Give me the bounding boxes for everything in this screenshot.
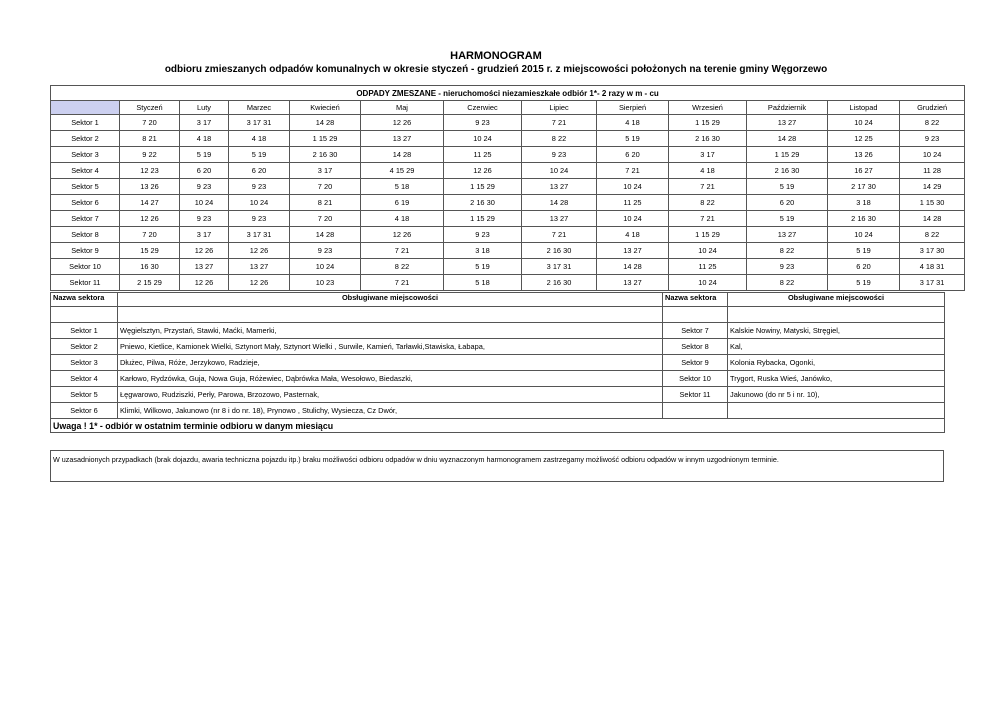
- pickup-days-cell: 6 20: [597, 147, 669, 163]
- pickup-days-cell: 14 28: [597, 259, 669, 275]
- pickup-days-cell: 9 23: [229, 211, 290, 227]
- sector-places: Jakunowo (do nr 5 i nr. 10),: [728, 387, 945, 403]
- pickup-days-cell: 5 19: [597, 131, 669, 147]
- page-title: HARMONOGRAM: [450, 50, 542, 62]
- pickup-days-cell: 4 18: [361, 211, 444, 227]
- pickup-days-cell: 13 27: [361, 131, 444, 147]
- pickup-days-cell: 4 18: [229, 131, 290, 147]
- pickup-days-cell: 12 25: [828, 131, 900, 147]
- sector-label: Sektor 6: [51, 195, 120, 211]
- sector-label: Sektor 11: [51, 275, 120, 291]
- pickup-days-cell: 2 16 30: [444, 195, 522, 211]
- pickup-days-cell: 8 22: [900, 227, 965, 243]
- pickup-days-cell: 7 21: [361, 243, 444, 259]
- pickup-days-cell: 8 21: [120, 131, 180, 147]
- schedule-row: [51, 227, 965, 243]
- schedule-row: [51, 131, 965, 147]
- pickup-days-cell: 3 17: [180, 227, 229, 243]
- pickup-days-cell: 10 24: [522, 163, 597, 179]
- sector-name: Sektor 11: [663, 387, 728, 403]
- pickup-days-cell: 2 17 30: [828, 179, 900, 195]
- schedule-row: [51, 179, 965, 195]
- pickup-days-cell: 1 15 29: [669, 227, 747, 243]
- pickup-days-cell: 5 19: [747, 179, 828, 195]
- schedule-row: [51, 259, 965, 275]
- pickup-days-cell: 4 18: [597, 227, 669, 243]
- pickup-days-cell: 5 19: [828, 275, 900, 291]
- pickup-days-cell: 1 15 29: [290, 131, 361, 147]
- pickup-days-cell: 9 23: [180, 179, 229, 195]
- pickup-days-cell: 7 20: [120, 227, 180, 243]
- pickup-days-cell: 14 28: [290, 115, 361, 131]
- month-header: Styczeń: [120, 101, 180, 115]
- sector-name: [663, 403, 728, 419]
- sectors-body: [51, 323, 945, 419]
- pickup-days-cell: 12 26: [120, 211, 180, 227]
- pickup-days-cell: 12 26: [180, 275, 229, 291]
- pickup-days-cell: 3 18: [828, 195, 900, 211]
- pickup-days-cell: 13 27: [597, 243, 669, 259]
- sector-places: Dłużec, Pilwa, Róże, Jerzykowo, Radzieje,: [118, 355, 663, 371]
- pickup-days-cell: 11 25: [669, 259, 747, 275]
- sector-places: Kolonia Rybacka, Ogonki,: [728, 355, 945, 371]
- pickup-days-cell: 7 21: [597, 163, 669, 179]
- pickup-days-cell: 12 23: [120, 163, 180, 179]
- month-header: Marzec: [229, 101, 290, 115]
- pickup-days-cell: 10 24: [597, 179, 669, 195]
- schedule-row: [51, 195, 965, 211]
- pickup-days-cell: 13 27: [747, 227, 828, 243]
- pickup-days-cell: 2 16 30: [669, 131, 747, 147]
- sector-row: [51, 387, 945, 403]
- pickup-days-cell: 4 18: [597, 115, 669, 131]
- sector-places: Kalskie Nowiny, Matyski, Stręgiel,: [728, 323, 945, 339]
- pickup-days-cell: 11 25: [597, 195, 669, 211]
- pickup-days-cell: 9 23: [900, 131, 965, 147]
- pickup-days-cell: 2 16 30: [747, 163, 828, 179]
- pickup-days-cell: 3 17: [290, 163, 361, 179]
- sector-name: Sektor 1: [51, 323, 118, 339]
- corner-cell: [51, 101, 120, 115]
- pickup-days-cell: 16 30: [120, 259, 180, 275]
- sector-label: Sektor 2: [51, 131, 120, 147]
- sector-places: Trygort, Ruska Wieś, Janówko,: [728, 371, 945, 387]
- pickup-days-cell: 1 15 30: [900, 195, 965, 211]
- pickup-days-cell: 13 26: [120, 179, 180, 195]
- spacer-row: [51, 307, 945, 323]
- footer-note: W uzasadnionych przypadkach (brak dojazdu, awaria techniczna pojazdu itp.) braku możliwości odbioru odpadów w dniu wyznaczonym harmonogramem zastrzegamy możliwość odbioru odpadów w innym uzgodnionym terminie.: [50, 450, 944, 482]
- sector-name: Sektor 8: [663, 339, 728, 355]
- places-header-left: Obsługiwane miejscowości: [118, 293, 663, 307]
- sector-label: Sektor 5: [51, 179, 120, 195]
- sector-name-header-right: Nazwa sektora: [663, 293, 728, 307]
- schedule-table: [50, 85, 965, 291]
- pickup-days-cell: 10 24: [290, 259, 361, 275]
- pickup-days-cell: 7 20: [290, 179, 361, 195]
- pickup-days-cell: 8 22: [522, 131, 597, 147]
- page-subtitle: odbioru zmieszanych odpadów komunalnych w okresie styczeń - grudzień 2015 r. z miejscowości położonych na terenie gminy Węgorzewo: [164, 64, 828, 75]
- pickup-days-cell: 13 27: [747, 115, 828, 131]
- sector-name: Sektor 3: [51, 355, 118, 371]
- pickup-days-cell: 5 19: [229, 147, 290, 163]
- pickup-days-cell: 14 27: [120, 195, 180, 211]
- month-header-row: [51, 101, 965, 115]
- pickup-days-cell: 7 20: [120, 115, 180, 131]
- places-header-right: Obsługiwane miejscowości: [728, 293, 945, 307]
- pickup-days-cell: 14 28: [290, 227, 361, 243]
- sector-row: [51, 323, 945, 339]
- sector-places: Pniewo, Kietlice, Kamionek Wielki, Sztynort Mały, Sztynort Wielki , Surwile, Kamień, Tarławki,Stawiska, Łabapa,: [118, 339, 663, 355]
- pickup-days-cell: 3 17: [180, 115, 229, 131]
- pickup-days-cell: 14 28: [747, 131, 828, 147]
- sector-places: Węgielsztyn, Przystań, Stawki, Maćki, Mamerki,: [118, 323, 663, 339]
- pickup-days-cell: 10 24: [180, 195, 229, 211]
- sector-label: Sektor 7: [51, 211, 120, 227]
- sector-row: [51, 403, 945, 419]
- month-header: Wrzesień: [669, 101, 747, 115]
- pickup-days-cell: 8 22: [747, 243, 828, 259]
- month-header: Maj: [361, 101, 444, 115]
- pickup-days-cell: 11 28: [900, 163, 965, 179]
- sector-row: [51, 371, 945, 387]
- schedule-body: [51, 115, 965, 291]
- pickup-days-cell: 12 26: [229, 243, 290, 259]
- sector-name: Sektor 4: [51, 371, 118, 387]
- sector-name: Sektor 5: [51, 387, 118, 403]
- schedule-section-title: ODPADY ZMESZANE - nieruchomości niezamieszkałe odbiór 1*- 2 razy w m - cu: [51, 86, 965, 101]
- schedule-row: [51, 115, 965, 131]
- pickup-days-cell: 9 23: [444, 115, 522, 131]
- pickup-days-cell: 7 21: [361, 275, 444, 291]
- pickup-days-cell: 8 21: [290, 195, 361, 211]
- sector-name: Sektor 6: [51, 403, 118, 419]
- pickup-days-cell: 5 18: [444, 275, 522, 291]
- schedule-row: [51, 147, 965, 163]
- pickup-days-cell: 6 19: [361, 195, 444, 211]
- sector-label: Sektor 8: [51, 227, 120, 243]
- pickup-days-cell: 3 18: [444, 243, 522, 259]
- sector-label: Sektor 10: [51, 259, 120, 275]
- month-header: Listopad: [828, 101, 900, 115]
- schedule-row: [51, 275, 965, 291]
- pickup-days-cell: 10 24: [828, 227, 900, 243]
- sector-places: Kal,: [728, 339, 945, 355]
- pickup-days-cell: 5 19: [828, 243, 900, 259]
- pickup-days-cell: 3 17 31: [229, 115, 290, 131]
- pickup-days-cell: 7 20: [290, 211, 361, 227]
- pickup-days-cell: 9 23: [180, 211, 229, 227]
- sector-places: Łęgwarowo, Rudziszki, Perły, Parowa, Brzozowo, Pasternak,: [118, 387, 663, 403]
- pickup-days-cell: 2 16 30: [828, 211, 900, 227]
- pickup-days-cell: 3 17 31: [229, 227, 290, 243]
- pickup-days-cell: 3 17: [669, 147, 747, 163]
- pickup-days-cell: 8 22: [361, 259, 444, 275]
- month-header: Czerwiec: [444, 101, 522, 115]
- pickup-days-cell: 7 21: [669, 179, 747, 195]
- pickup-days-cell: 1 15 29: [669, 115, 747, 131]
- pickup-days-cell: 12 26: [180, 243, 229, 259]
- pickup-days-cell: 8 22: [900, 115, 965, 131]
- pickup-days-cell: 6 20: [828, 259, 900, 275]
- month-header: Październik: [747, 101, 828, 115]
- schedule-row: [51, 243, 965, 259]
- pickup-days-cell: 13 27: [180, 259, 229, 275]
- pickup-days-cell: 1 15 29: [444, 179, 522, 195]
- pickup-days-cell: 13 27: [522, 179, 597, 195]
- sector-places: [728, 403, 945, 419]
- pickup-days-cell: 9 23: [229, 179, 290, 195]
- pickup-days-cell: 8 22: [747, 275, 828, 291]
- pickup-days-cell: 10 24: [828, 115, 900, 131]
- sector-name: Sektor 9: [663, 355, 728, 371]
- pickup-days-cell: 10 24: [669, 243, 747, 259]
- pickup-days-cell: 6 20: [229, 163, 290, 179]
- sectors-table: [50, 292, 945, 433]
- pickup-days-cell: 13 27: [229, 259, 290, 275]
- sector-label: Sektor 4: [51, 163, 120, 179]
- pickup-days-cell: 7 21: [522, 227, 597, 243]
- pickup-days-cell: 14 29: [900, 179, 965, 195]
- pickup-days-cell: 15 29: [120, 243, 180, 259]
- notice-row: [51, 419, 945, 433]
- pickup-days-cell: 12 26: [444, 163, 522, 179]
- sector-places: Karłowo, Rydzówka, Guja, Nowa Guja, Różewiec, Dąbrówka Mała, Wesołowo, Biedaszki,: [118, 371, 663, 387]
- month-header: Lipiec: [522, 101, 597, 115]
- pickup-days-cell: 14 28: [522, 195, 597, 211]
- pickup-days-cell: 10 24: [900, 147, 965, 163]
- sector-places: Klimki, Wilkowo, Jakunowo (nr 8 i do nr. 18), Prynowo , Stulichy, Wysiecza, Cz Dwór,: [118, 403, 663, 419]
- pickup-days-cell: 10 23: [290, 275, 361, 291]
- pickup-days-cell: 3 17 31: [522, 259, 597, 275]
- pickup-days-cell: 12 26: [229, 275, 290, 291]
- pickup-days-cell: 10 24: [597, 211, 669, 227]
- sector-label: Sektor 1: [51, 115, 120, 131]
- pickup-days-cell: 3 17 31: [900, 275, 965, 291]
- month-header: Luty: [180, 101, 229, 115]
- pickup-days-cell: 4 18: [669, 163, 747, 179]
- sector-row: [51, 339, 945, 355]
- pickup-days-cell: 9 23: [522, 147, 597, 163]
- pickup-days-cell: 3 17 30: [900, 243, 965, 259]
- pickup-days-cell: 9 23: [444, 227, 522, 243]
- pickup-days-cell: 11 25: [444, 147, 522, 163]
- pickup-days-cell: 9 22: [120, 147, 180, 163]
- pickup-days-cell: 13 27: [522, 211, 597, 227]
- pickup-days-cell: 14 28: [900, 211, 965, 227]
- schedule-row: [51, 211, 965, 227]
- sector-name: Sektor 2: [51, 339, 118, 355]
- pickup-days-cell: 12 26: [361, 227, 444, 243]
- pickup-days-cell: 2 16 30: [522, 275, 597, 291]
- month-header: Grudzień: [900, 101, 965, 115]
- sector-row: [51, 355, 945, 371]
- pickup-days-cell: 5 19: [747, 211, 828, 227]
- sector-label: Sektor 3: [51, 147, 120, 163]
- pickup-days-cell: 12 26: [361, 115, 444, 131]
- sectors-header-row: [51, 293, 945, 307]
- pickup-days-cell: 5 18: [361, 179, 444, 195]
- pickup-days-cell: 10 24: [444, 131, 522, 147]
- pickup-days-cell: 7 21: [669, 211, 747, 227]
- pickup-days-cell: 6 20: [747, 195, 828, 211]
- pickup-days-cell: 16 27: [828, 163, 900, 179]
- pickup-days-cell: 13 26: [828, 147, 900, 163]
- pickup-days-cell: 10 24: [669, 275, 747, 291]
- month-header: Kwiecień: [290, 101, 361, 115]
- pickup-days-cell: 10 24: [229, 195, 290, 211]
- pickup-days-cell: 9 23: [290, 243, 361, 259]
- sector-label: Sektor 9: [51, 243, 120, 259]
- pickup-days-cell: 8 22: [669, 195, 747, 211]
- pickup-days-cell: 14 28: [361, 147, 444, 163]
- pickup-days-cell: 1 15 29: [747, 147, 828, 163]
- pickup-days-cell: 5 19: [444, 259, 522, 275]
- sector-name: Sektor 10: [663, 371, 728, 387]
- pickup-days-cell: 5 19: [180, 147, 229, 163]
- sector-name: Sektor 7: [663, 323, 728, 339]
- pickup-days-cell: 4 15 29: [361, 163, 444, 179]
- pickup-days-cell: 2 16 30: [290, 147, 361, 163]
- pickup-days-cell: 4 18: [180, 131, 229, 147]
- schedule-row: [51, 163, 965, 179]
- month-header: Sierpień: [597, 101, 669, 115]
- pickup-days-cell: 2 16 30: [522, 243, 597, 259]
- pickup-days-cell: 1 15 29: [444, 211, 522, 227]
- pickup-days-cell: 6 20: [180, 163, 229, 179]
- notice-text: Uwaga ! 1* - odbiór w ostatnim terminie odbioru w danym miesiącu: [51, 419, 945, 433]
- pickup-days-cell: 9 23: [747, 259, 828, 275]
- pickup-days-cell: 4 18 31: [900, 259, 965, 275]
- pickup-days-cell: 13 27: [597, 275, 669, 291]
- pickup-days-cell: 7 21: [522, 115, 597, 131]
- sector-name-header-left: Nazwa sektora: [51, 293, 118, 307]
- pickup-days-cell: 2 15 29: [120, 275, 180, 291]
